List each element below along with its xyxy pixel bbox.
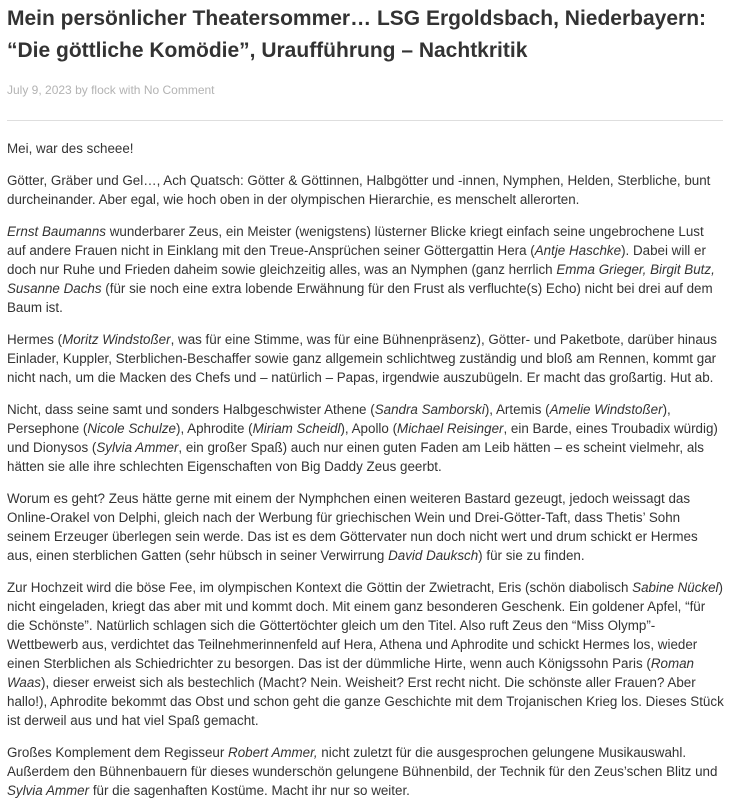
cast-name: Sylvia Ammer <box>7 783 90 798</box>
cast-name: Michael Reisinger <box>397 421 504 436</box>
text-segment: ) nicht eingeladen, kriegt das aber mit und kommt doch. Mit einem ganz besonderen Geschenk. Ein goldener Apfel, “für die Schönste”. Natürlich schlagen sich die Göttertöchter gleich um den Titel. Also ruft Zeus den “Miss Olymp”-Wettbewerb aus, verdichtet das Teilnehmerinnenfeld auf Hera, Athena und Aphrodite und schickt Hermes los, wieder einen Sterblichen als Schiedrichter zu besorgen. Das ist der dümmliche Hirte, wenn auch Königssohn Paris ( <box>7 580 723 671</box>
paragraph <box>7 489 725 565</box>
cast-name: Antje Haschke <box>534 243 622 258</box>
text-segment: ) für sie zu finden. <box>478 548 585 563</box>
comments-link[interactable]: No Comment <box>143 83 215 97</box>
text-segment: Worum es geht? Zeus hätte gerne mit einem der Nymphchen einen weiteren Bastard gezeugt, jedoch weissagt das Online-Orakel von Delphi, gleich nach der Werbung für griechischen Wein und Drei-Götter-Taft, dass Thetis’ Sohn seinem Erzeuger überlegen sein werde. Das ist es dem Göttervater nun doch nicht wert und drum schickt er Hermes aus, einen sterblichen Gatten (sehr hübsch in seiner Verwirrung <box>7 491 698 563</box>
cast-name: Moritz Windstoßer <box>62 332 171 347</box>
cast-name: Emma Grieger, Birgit Butz, Susanne Dachs <box>7 262 715 296</box>
text-segment: Nicht, dass seine samt und sonders Halbgeschwister Athene ( <box>7 402 375 417</box>
paragraph <box>7 578 725 730</box>
text-segment: ), Apollo ( <box>340 421 398 436</box>
post-content <box>7 139 725 800</box>
post <box>0 3 733 798</box>
text-segment: , was für eine Stimme, was für eine Bühnenpräsenz), Götter- und Paketbote, darüber hinaus Einlader, Kuppler, Sterblichen-Beschaffer sowie ganz allgemein schlichtweg zuständig und bloß am Rennen, kommt gar nicht nach, um die Macken des Chefs und – natürlich – Papas, irgendwie auszubügeln. Er macht das großartig. Hut ab. <box>7 332 717 385</box>
text-segment: ). Dabei will er doch nur Ruhe und Frieden daheim sowie gleichzeitig alles, was an Nymphen (ganz herrlich <box>7 243 706 277</box>
text-segment: Zur Hochzeit wird die böse Fee, im olympischen Kontext die Göttin der Zwietracht, Eris (schön diabolisch <box>7 580 633 595</box>
text-segment: ), dieser erweist sich als bestechlich (Macht? Nein. Weisheit? Erst recht nicht. Die schönste aller Frauen? Aber hallo!), Aphrodite bekommt das Obst und schon geht die ganze Geschichte mit dem Trojanischen Krieg los. Dieses Stück ist derweil aus und hat viel Spaß gemacht. <box>7 675 724 728</box>
text-segment: für die sagenhaften Kostüme. Macht ihr nur so weiter. <box>89 783 410 798</box>
text-segment: Hermes ( <box>7 332 63 347</box>
post-title: Mein persönlicher Theatersommer… LSG Ergoldsbach, Niederbayern: “Die göttliche Komödie”, Uraufführung – Nachtkritik <box>7 7 707 62</box>
text-segment: ), Persephone ( <box>7 402 671 436</box>
text-segment: Mei, war des scheee! <box>7 141 134 156</box>
divider <box>7 120 723 121</box>
paragraph <box>7 330 725 387</box>
text-segment: (für sie noch eine extra lobende Erwähnung für den Frust als verfluchte(s) Echo) nicht bei drei auf dem Baum ist. <box>7 281 713 315</box>
text-segment: ), Artemis ( <box>484 402 550 417</box>
text-segment: , ein großer Spaß) auch nur einen guten Faden am Leib hätten – es scheint vielmehr, als hätten sie alle ihre schlechten Eigenschaften von Big Daddy Zeus geerbt. <box>7 440 704 474</box>
cast-name: Sylvia Ammer <box>96 440 179 455</box>
cast-name: Nicole Schulze <box>87 421 176 436</box>
cast-name: Miriam Scheidl <box>252 421 341 436</box>
meta-with: with <box>119 83 141 97</box>
text-segment: nicht zuletzt für die ausgesprochen gelungene Musikauswahl. Außerdem den Bühnenbauern für dieses wunderschön gelungene Bühnenbild, der Technik für den Zeus’schen Blitz und <box>7 745 718 779</box>
post-meta <box>7 82 725 98</box>
cast-name: David Dauksch <box>388 548 479 563</box>
cast-name: Sandra Samborski <box>374 402 485 417</box>
cast-name: Sabine Nückel <box>632 580 719 595</box>
post-author[interactable]: flock <box>91 83 116 97</box>
paragraph <box>7 743 725 800</box>
text-segment: , ein Barde, eines Troubadix würdig) und Dionysos ( <box>7 421 718 455</box>
paragraph <box>7 139 725 158</box>
cast-name: Robert Ammer, <box>228 745 318 760</box>
text-segment: Götter, Gräber und Gel…, Ach Quatsch: Götter & Göttinnen, Halbgötter und -innen, Nymphen, Helden, Sterbliche, bunt durcheinander. Aber egal, wie hoch oben in der olympischen Hierarchie, es menschelt allerorten. <box>7 173 711 207</box>
text-segment: wunderbarer Zeus, ein Meister (wenigstens) lüsterner Blicke kriegt einfach seine ungebrochene Lust auf andere Frauen nicht in Einklang mit den Treue-Ansprüchen seiner Göttergattin Hera ( <box>7 224 704 258</box>
text-segment: Großes Komplement dem Regisseur <box>7 745 229 760</box>
post-date[interactable]: July 9, 2023 <box>7 83 72 97</box>
paragraph <box>7 222 725 317</box>
cast-name: Roman Waas <box>7 656 694 690</box>
paragraph <box>7 400 725 476</box>
meta-by: by <box>75 83 88 97</box>
cast-name: Ernst Baumanns <box>7 224 106 239</box>
cast-name: Amelie Windstoßer <box>549 402 663 417</box>
text-segment: ), Aphrodite ( <box>175 421 253 436</box>
paragraph <box>7 171 725 209</box>
